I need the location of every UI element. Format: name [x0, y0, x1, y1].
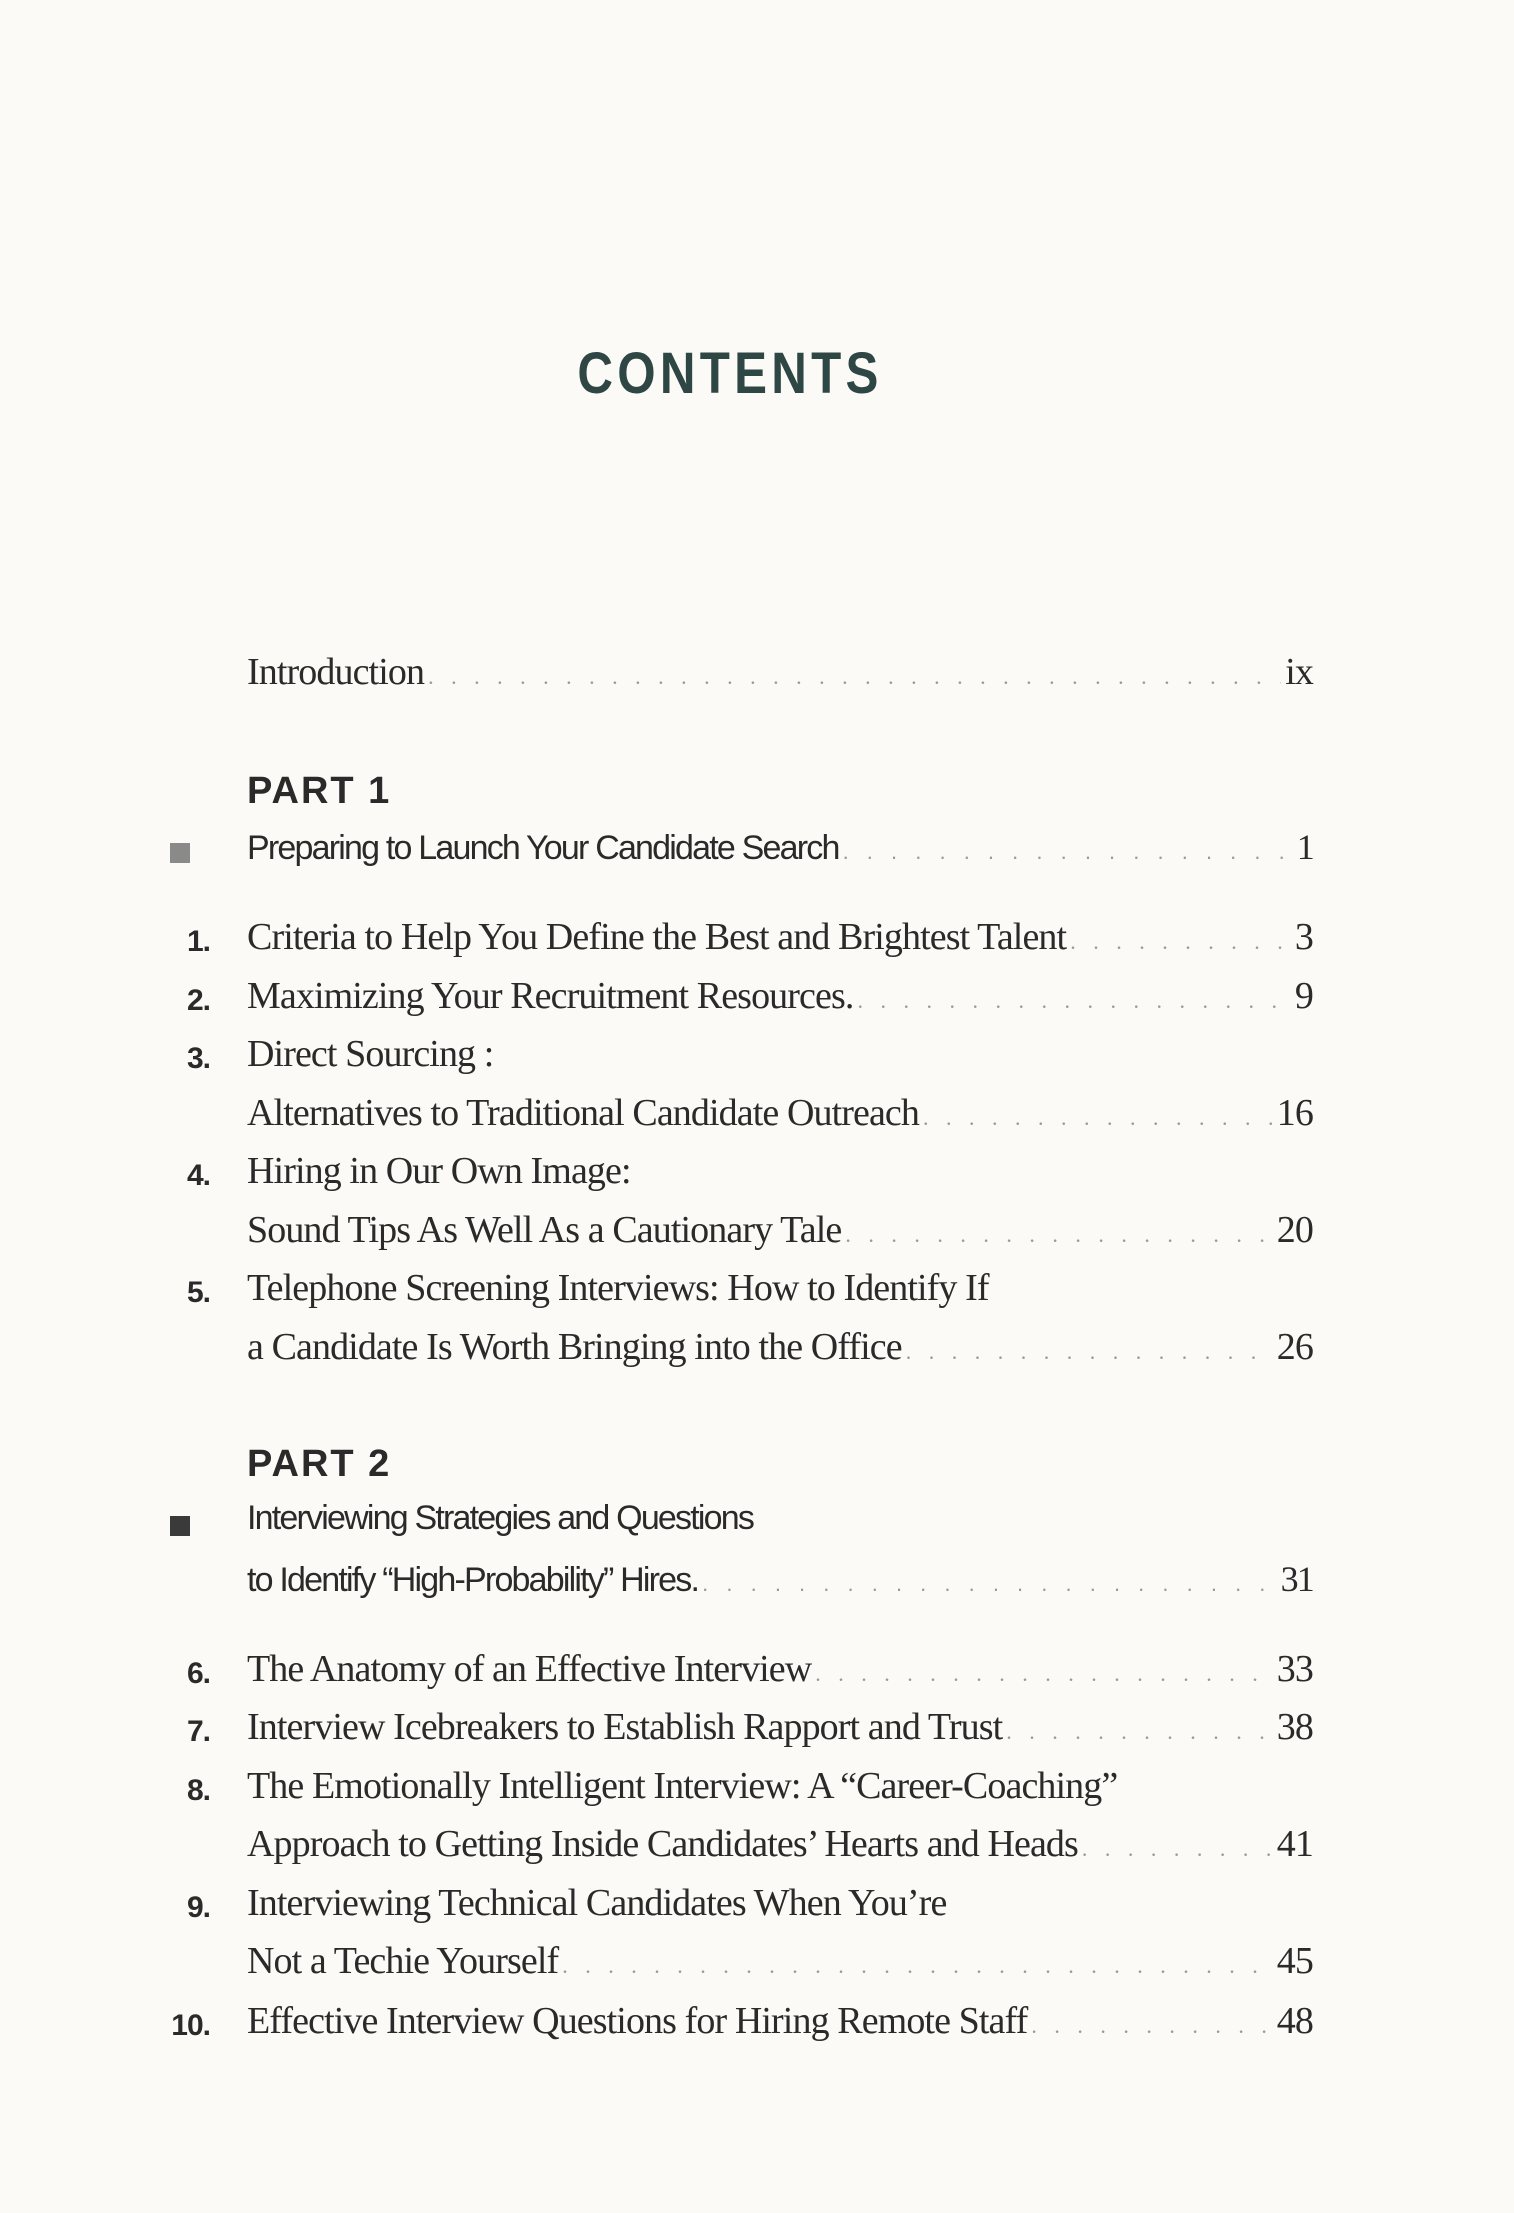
- dot-leader: [1082, 1836, 1273, 1862]
- chapter-number: 2.: [186, 984, 210, 1017]
- dot-leader: [1070, 929, 1291, 955]
- toc-entry-introduction[interactable]: [247, 650, 1313, 700]
- part-label: PART 1: [247, 770, 392, 812]
- dot-leader: [815, 1661, 1273, 1687]
- page-number: 31: [1280, 1559, 1313, 1599]
- square-bullet-icon: [170, 843, 190, 863]
- toc-entry-chapter-5[interactable]: [247, 1325, 1313, 1375]
- dot-leader: [428, 664, 1281, 690]
- chapter-number: 8.: [186, 1774, 210, 1807]
- entry-title: Hiring in Our Own Image:: [247, 1150, 631, 1192]
- chapter-number: 5.: [186, 1276, 210, 1309]
- toc-entry-part-2[interactable]: [247, 1558, 1313, 1608]
- toc-entry-chapter-2[interactable]: [247, 974, 1313, 1024]
- entry-title: Criteria to Help You Define the Best and Brightest Talent: [247, 916, 1067, 958]
- toc-entry-chapter-1[interactable]: [247, 915, 1313, 965]
- page-number: 20: [1276, 1209, 1313, 1251]
- part-label: PART 2: [247, 1443, 392, 1485]
- chapter-number: 4.: [186, 1159, 210, 1192]
- toc-entry-part-1[interactable]: [247, 826, 1313, 876]
- toc-entry-chapter-5-line-1[interactable]: [247, 1266, 1313, 1316]
- entry-title: Telephone Screening Interviews: How to Identify If: [247, 1267, 989, 1309]
- entry-title: Direct Sourcing :: [247, 1033, 494, 1075]
- chapter-number: 3.: [186, 1042, 210, 1075]
- dot-leader: [857, 988, 1290, 1014]
- entry-title: The Emotionally Intelligent Interview: A “Career-Coaching”: [247, 1765, 1118, 1807]
- page-number: 45: [1276, 1940, 1313, 1982]
- dot-leader: [906, 1339, 1273, 1365]
- dot-leader: [923, 1105, 1273, 1131]
- page-number: 1: [1296, 827, 1313, 867]
- toc-entry-chapter-9[interactable]: [247, 1939, 1313, 1989]
- chapter-number: 10.: [171, 2009, 210, 2042]
- page-number: 33: [1276, 1648, 1313, 1690]
- dot-leader: [845, 1222, 1272, 1248]
- toc-entry-chapter-10[interactable]: [247, 1999, 1313, 2049]
- page-number: 38: [1276, 1706, 1313, 1748]
- entry-title: Maximizing Your Recruitment Resources.: [247, 975, 854, 1017]
- page-number: 41: [1276, 1823, 1313, 1865]
- toc-entry-chapter-8[interactable]: [247, 1822, 1313, 1872]
- entry-title: The Anatomy of an Effective Interview: [247, 1648, 812, 1690]
- page-number: 26: [1276, 1326, 1313, 1368]
- chapter-number: 7.: [186, 1715, 210, 1748]
- dot-leader: [1031, 2013, 1272, 2039]
- page-number: 16: [1276, 1092, 1313, 1134]
- toc-entry-chapter-6[interactable]: [247, 1647, 1313, 1697]
- dot-leader: [843, 839, 1293, 865]
- toc-entry-part-2-line-1[interactable]: [247, 1499, 1313, 1549]
- entry-title: to Identify “High-Probability” Hires.: [247, 1561, 699, 1599]
- entry-title: Sound Tips As Well As a Cautionary Tale: [247, 1209, 842, 1251]
- entry-title: Interviewing Technical Candidates When You’re: [247, 1882, 947, 1924]
- toc-entry-chapter-3-line-1[interactable]: [247, 1032, 1313, 1082]
- dot-leader: [562, 1953, 1273, 1979]
- toc-entry-chapter-4[interactable]: [247, 1208, 1313, 1258]
- dot-leader: [1006, 1719, 1273, 1745]
- page-number: 9: [1294, 975, 1313, 1017]
- entry-title: Interview Icebreakers to Establish Rapport and Trust: [247, 1706, 1003, 1748]
- entry-title: Interviewing Strategies and Questions: [247, 1499, 754, 1537]
- page-title: CONTENTS: [577, 341, 883, 406]
- entry-title: Effective Interview Questions for Hiring Remote Staff: [247, 2000, 1028, 2042]
- page-number: ix: [1285, 651, 1313, 693]
- toc-entry-chapter-7[interactable]: [247, 1705, 1313, 1755]
- toc-entry-chapter-3[interactable]: [247, 1091, 1313, 1141]
- toc-entry-chapter-9-line-1[interactable]: [247, 1881, 1313, 1931]
- square-bullet-icon: [170, 1516, 190, 1536]
- toc-entry-chapter-8-line-1[interactable]: [247, 1764, 1313, 1814]
- dot-leader: [702, 1571, 1276, 1597]
- chapter-number: 6.: [186, 1657, 210, 1690]
- entry-title: Not a Techie Yourself: [247, 1940, 559, 1982]
- chapter-number: 9.: [186, 1891, 210, 1924]
- toc-entry-chapter-4-line-1[interactable]: [247, 1149, 1313, 1199]
- chapter-number: 1.: [186, 925, 210, 958]
- page-number: 48: [1276, 2000, 1313, 2042]
- page-number: 3: [1294, 916, 1313, 958]
- entry-title: Alternatives to Traditional Candidate Outreach: [247, 1092, 919, 1134]
- entry-title: Approach to Getting Inside Candidates’ Hearts and Heads: [247, 1823, 1078, 1865]
- entry-title: Introduction: [247, 651, 425, 693]
- entry-title: Preparing to Launch Your Candidate Search: [247, 829, 839, 867]
- entry-title: a Candidate Is Worth Bringing into the Office: [247, 1326, 902, 1368]
